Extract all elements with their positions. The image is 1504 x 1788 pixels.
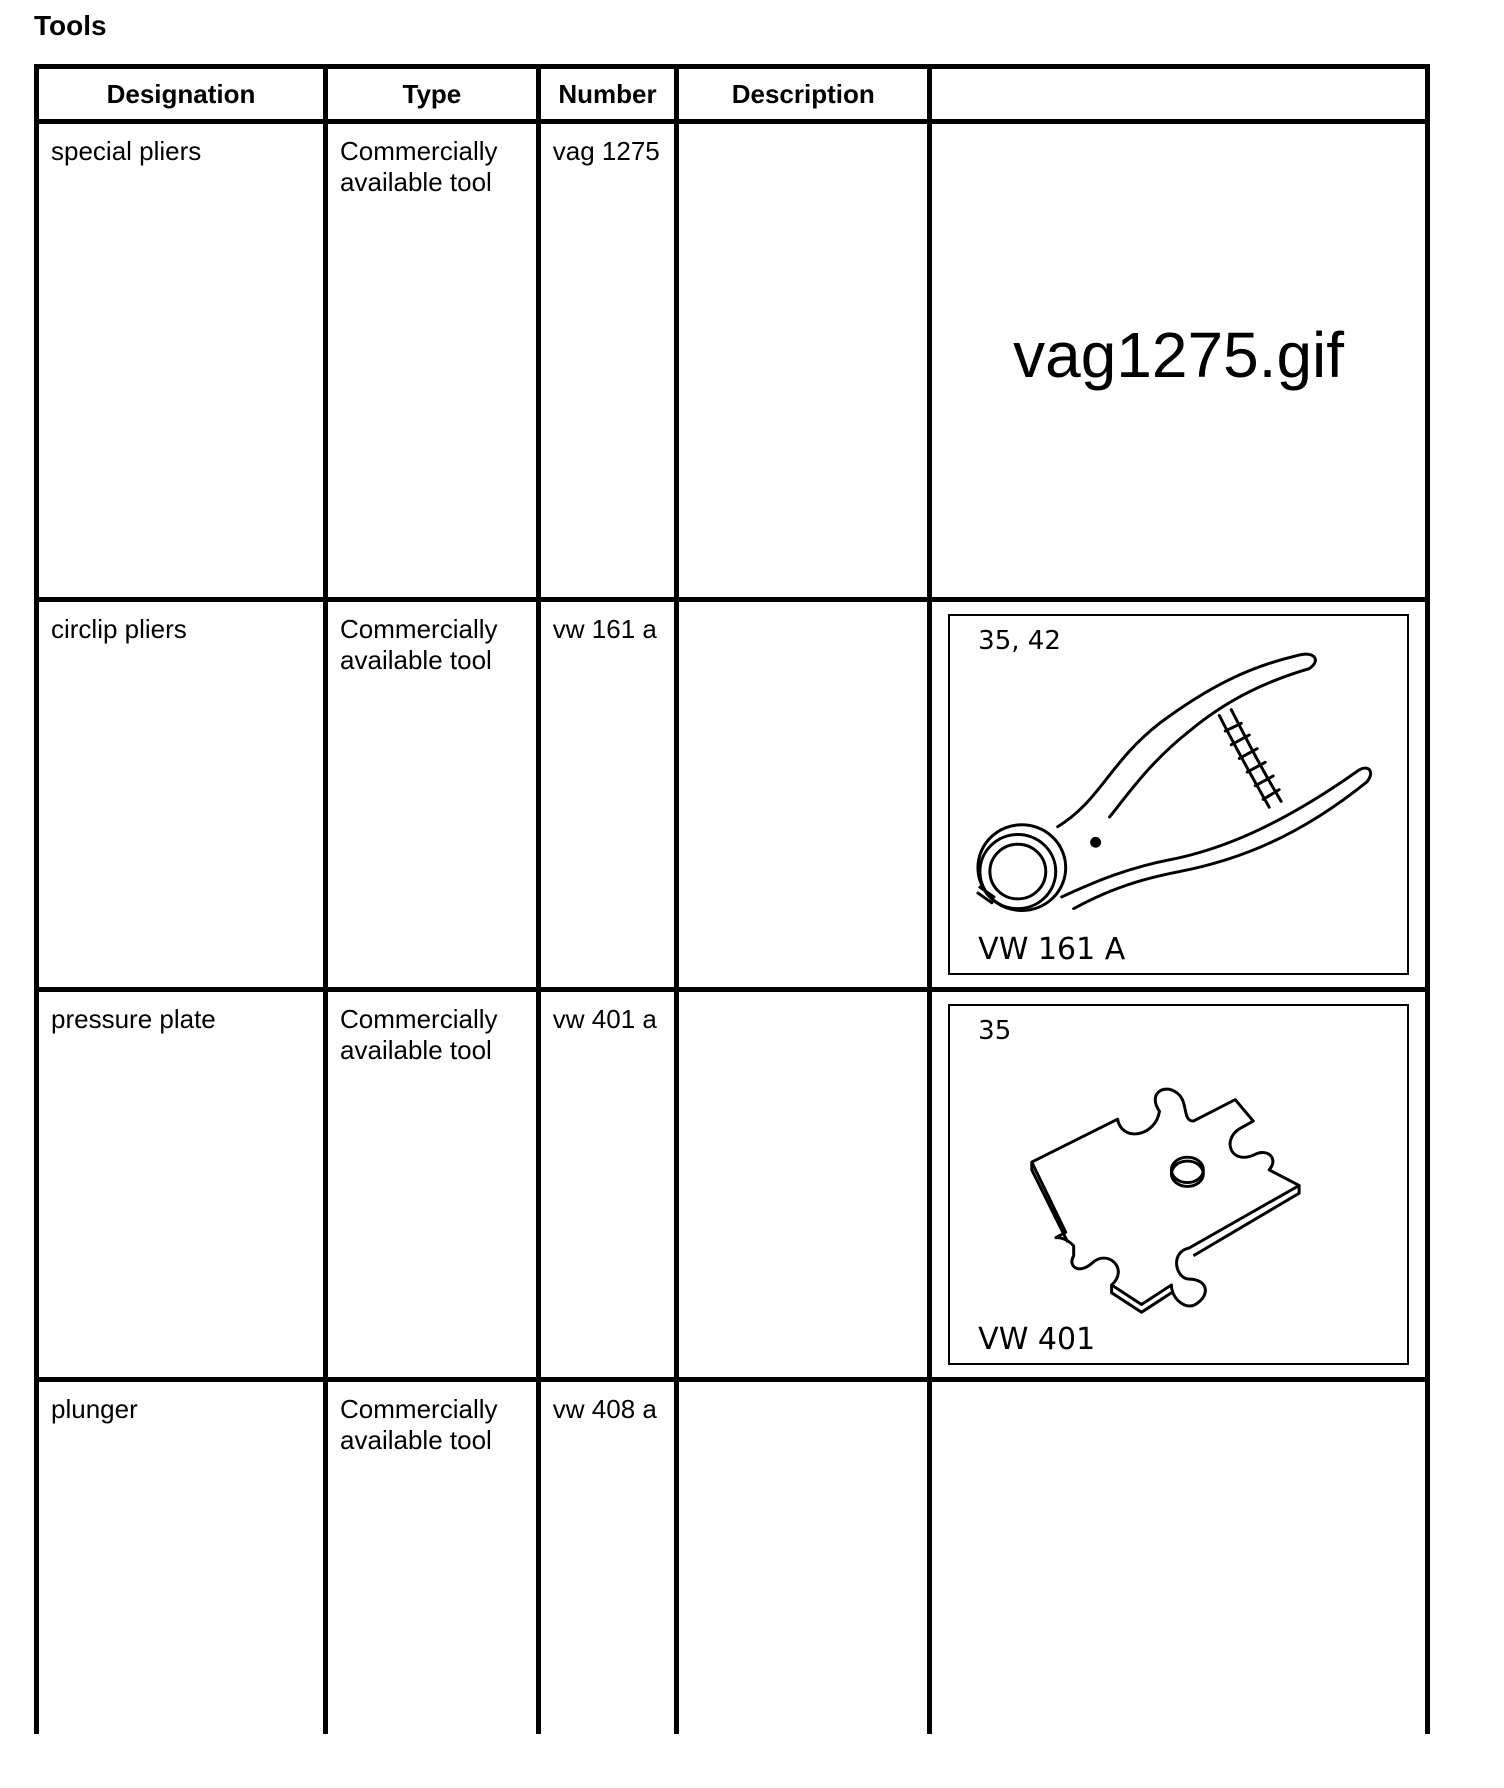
table-row: [37, 1380, 1428, 1734]
figure-label: VW 401: [978, 1322, 1096, 1357]
type-text: Commercially available tool: [340, 1394, 498, 1455]
circlip-pliers-icon: [950, 616, 1407, 973]
designation-text: plunger: [51, 1394, 138, 1424]
cell-number: [538, 122, 676, 600]
tools-table: [34, 64, 1430, 1734]
cell-description: [677, 122, 930, 600]
figure-reference: 35, 42: [978, 626, 1061, 656]
description-text: [679, 1382, 927, 1394]
cell-description: [677, 600, 930, 990]
cell-number: [538, 1380, 676, 1734]
table-row: [37, 990, 1428, 1380]
cell-designation: [37, 122, 326, 600]
figure-frame: [948, 614, 1409, 975]
cell-type: [326, 1380, 539, 1734]
number-text: vag 1275: [552, 136, 660, 166]
cell-description: [677, 1380, 930, 1734]
number-text: vw 401 a: [552, 1004, 657, 1034]
figure-reference: 35: [978, 1016, 1012, 1046]
pressure-plate-icon: [950, 1006, 1407, 1363]
header-description: Description: [677, 67, 930, 122]
designation-text: special pliers: [51, 136, 202, 166]
header-image: [930, 67, 1428, 122]
designation-text: pressure plate: [51, 1004, 216, 1034]
cell-type: [326, 122, 539, 600]
number-text: vw 408 a: [552, 1394, 657, 1424]
description-text: [679, 124, 927, 136]
cell-image: [930, 122, 1428, 600]
figure-frame: [948, 1004, 1409, 1365]
cell-image: [930, 990, 1428, 1380]
designation-text: circlip pliers: [51, 614, 187, 644]
cell-designation: [37, 1380, 326, 1734]
cell-designation: [37, 600, 326, 990]
number-text: vw 161 a: [552, 614, 657, 644]
description-text: [679, 602, 927, 614]
cell-type: [326, 990, 539, 1380]
header-number: Number: [538, 67, 676, 122]
header-designation: Designation: [37, 67, 326, 122]
cell-number: [538, 990, 676, 1380]
header-type: Type: [326, 67, 539, 122]
cell-designation: [37, 990, 326, 1380]
table-row: [37, 122, 1428, 600]
figure-label: VW 161 A: [978, 932, 1126, 967]
cell-image: [930, 600, 1428, 990]
cell-image: [930, 1380, 1428, 1734]
type-text: Commercially available tool: [340, 614, 498, 675]
cell-number: [538, 600, 676, 990]
type-text: Commercially available tool: [340, 136, 498, 197]
cell-description: [677, 990, 930, 1380]
image-placeholder-text: vag1275.gif: [1013, 319, 1345, 391]
table-header-row: [37, 67, 1428, 122]
page-title: Tools: [34, 10, 107, 41]
type-text: Commercially available tool: [340, 1004, 498, 1065]
description-text: [679, 992, 927, 1004]
cell-type: [326, 600, 539, 990]
table-row: [37, 600, 1428, 990]
